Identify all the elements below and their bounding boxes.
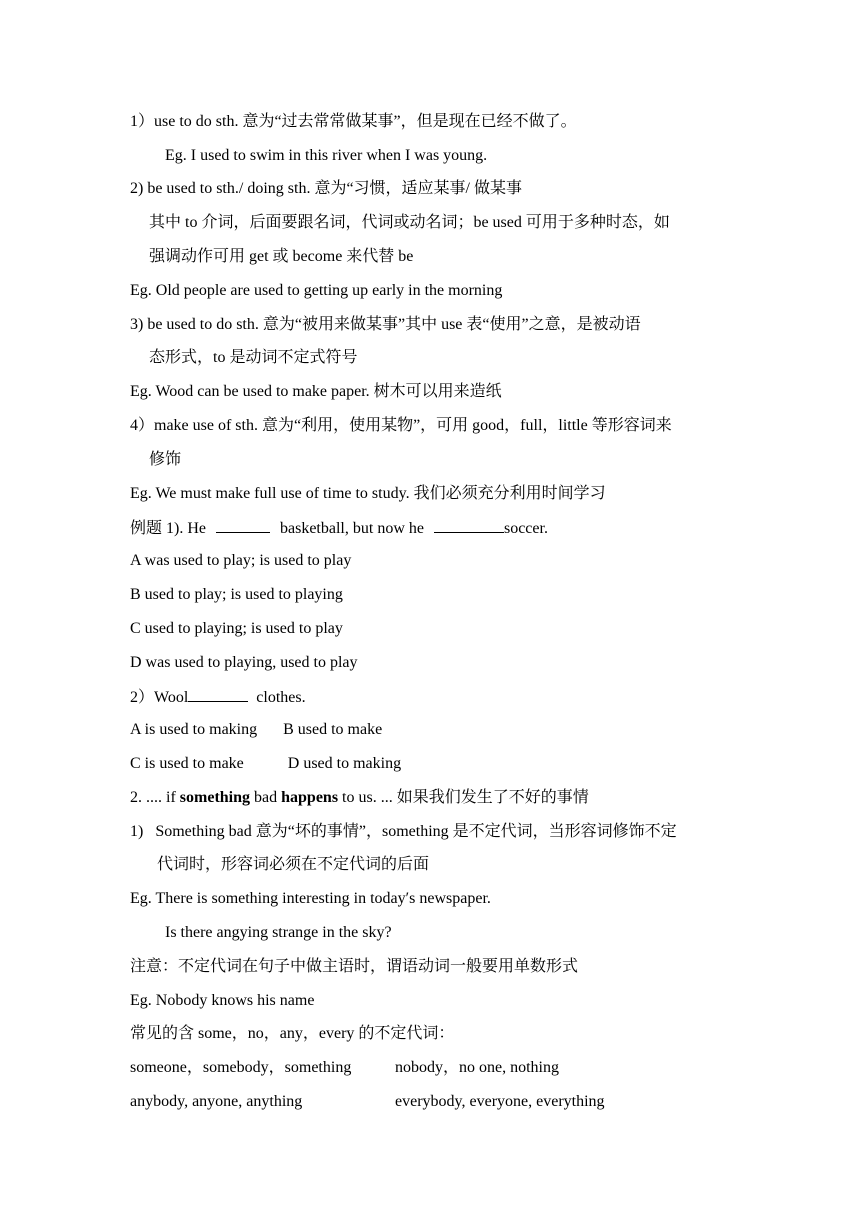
section-2-rule-1-line-1: 1) Something bad 意为“坏的事情”，something 是不定代词，当形容词修饰不定	[130, 823, 677, 840]
rule-4-example: Eg. We must make full use of time to study. 我们必须充分利用时间学习	[130, 485, 606, 502]
exercise-2-options-cd: C is used to make D used to making	[130, 755, 402, 772]
rule-4-heading-line-1: 4）make use of sth. 意为“利用，使用某物”，可用 good，full，little 等形容词来	[130, 417, 672, 434]
pronoun-list-heading: 常见的含 some，no，any，every 的不定代词：	[130, 1025, 455, 1042]
answer-blank	[188, 686, 248, 702]
section-2-example-1: Eg. There is something interesting in today′s newspaper.	[130, 890, 491, 907]
pronoun-list-row-2: anybody, anyone, anything everybody, everyone, everything	[130, 1093, 605, 1110]
section-2-note-example: Eg. Nobody knows his name	[130, 992, 315, 1009]
section-2-note: 注意：不定代词在句子中做主语时，谓语动词一般要用单数形式	[130, 958, 579, 975]
section-2-heading: 2. .... if something bad happens to us. ... 如果我们发生了不好的事情	[130, 789, 589, 806]
answer-blank	[216, 517, 270, 533]
section-2-rule-1-line-2: 代词时，形容词必须在不定代词的后面	[157, 856, 430, 873]
rule-3-example: Eg. Wood can be used to make paper. 树木可以用来造纸	[130, 383, 502, 400]
rule-2-note-line-2: 强调动作可用 get 或 become 来代替 be	[149, 248, 414, 265]
exercise-1-option-b: B used to play; is used to playing	[130, 586, 343, 603]
rule-1-example: Eg. I used to swim in this river when I was young.	[165, 147, 488, 164]
section-2-example-2: Is there angying strange in the sky?	[165, 924, 392, 941]
pronoun-list-row-1: someone，somebody，something nobody，no one, nothing	[130, 1059, 559, 1076]
exercise-2-question: 2）Wool clothes.	[130, 686, 306, 708]
rule-1-heading: 1）use to do sth. 意为“过去常常做某事”，但是现在已经不做了。	[130, 113, 577, 130]
exercise-1-question: 例题 1). He basketball, but now he soccer.	[130, 517, 548, 539]
rule-2-heading: 2) be used to sth./ doing sth. 意为“习惯，适应某事/ 做某事	[130, 180, 522, 197]
answer-blank	[434, 517, 504, 533]
exercise-1-option-a: A was used to play; is used to play	[130, 552, 352, 569]
exercise-1-option-c: C used to playing; is used to play	[130, 620, 343, 637]
rule-2-note-line-1: 其中 to 介词，后面要跟名词，代词或动名词；be used 可用于多种时态，如	[149, 214, 670, 231]
rule-2-example: Eg. Old people are used to getting up early in the morning	[130, 282, 503, 299]
rule-3-heading-line-2: 态形式，to 是动词不定式符号	[149, 349, 358, 366]
rule-3-heading-line-1: 3) be used to do sth. 意为“被用来做某事”其中 use 表“使用”之意，是被动语	[130, 316, 641, 333]
exercise-1-option-d: D was used to playing, used to play	[130, 654, 358, 671]
rule-4-heading-line-2: 修饰	[149, 451, 182, 468]
exercise-2-options-ab: A is used to making B used to make	[130, 721, 383, 738]
